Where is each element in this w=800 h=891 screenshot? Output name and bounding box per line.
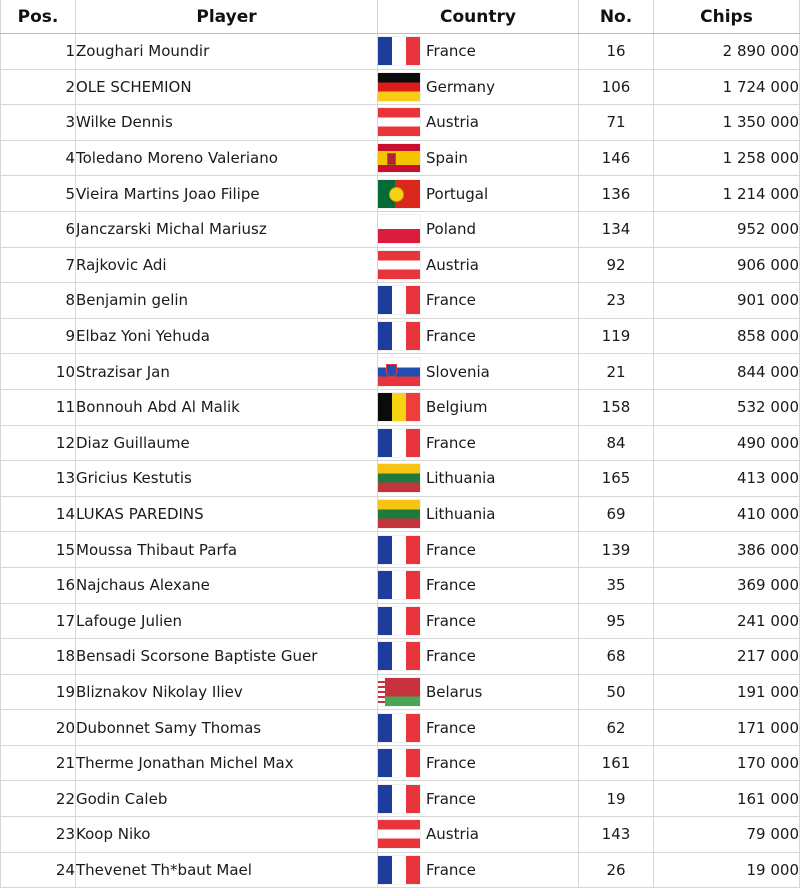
lithuania-flag-icon (378, 500, 420, 528)
chip-count-cell: 952 000 (654, 211, 800, 247)
player-name-cell: Zoughari Moundir (76, 34, 378, 70)
country-wrap (378, 749, 578, 777)
chip-count-cell: 844 000 (654, 354, 800, 390)
country-name: Germany (426, 77, 495, 96)
country-cell (378, 211, 579, 247)
table-row (1, 318, 800, 354)
seat-number-cell: 26 (579, 852, 654, 888)
country-wrap (378, 215, 578, 243)
table-row (1, 425, 800, 461)
country-wrap (378, 678, 578, 706)
player-name-cell: Moussa Thibaut Parfa (76, 532, 378, 568)
seat-number-cell: 71 (579, 105, 654, 141)
table-row (1, 639, 800, 675)
austria-flag-icon (378, 251, 420, 279)
table-row (1, 389, 800, 425)
country-cell (378, 817, 579, 853)
country-name: France (426, 718, 476, 737)
table-row (1, 745, 800, 781)
country-cell (378, 140, 579, 176)
seat-number-cell: 158 (579, 389, 654, 425)
position-cell: 19 (1, 674, 76, 710)
france-flag-icon (378, 714, 420, 742)
player-name-cell: Bensadi Scorsone Baptiste Guer (76, 639, 378, 675)
table-row (1, 140, 800, 176)
player-name-cell: Elbaz Yoni Yehuda (76, 318, 378, 354)
seat-number-cell: 161 (579, 745, 654, 781)
seat-number-cell: 84 (579, 425, 654, 461)
player-name-cell: OLE SCHEMION (76, 69, 378, 105)
france-flag-icon (378, 429, 420, 457)
position-cell: 24 (1, 852, 76, 888)
player-name-cell: Bonnouh Abd Al Malik (76, 389, 378, 425)
country-wrap (378, 642, 578, 670)
seat-number-cell: 23 (579, 283, 654, 319)
position-cell: 4 (1, 140, 76, 176)
table-row (1, 34, 800, 70)
chip-count-cell: 901 000 (654, 283, 800, 319)
country-wrap (378, 73, 578, 101)
chip-count-cell: 171 000 (654, 710, 800, 746)
chip-count-cell: 386 000 (654, 532, 800, 568)
country-name: France (426, 42, 476, 61)
country-cell (378, 461, 579, 497)
country-cell (378, 425, 579, 461)
lithuania-flag-icon (378, 464, 420, 492)
seat-number-cell: 50 (579, 674, 654, 710)
country-wrap (378, 607, 578, 635)
seat-number-cell: 16 (579, 34, 654, 70)
country-cell (378, 674, 579, 710)
chip-count-cell: 1 214 000 (654, 176, 800, 212)
france-flag-icon (378, 536, 420, 564)
country-name: France (426, 611, 476, 630)
table-header (1, 0, 800, 34)
country-cell (378, 852, 579, 888)
country-name: France (426, 291, 476, 310)
country-cell (378, 69, 579, 105)
player-name-cell: Godin Caleb (76, 781, 378, 817)
country-name: France (426, 327, 476, 346)
france-flag-icon (378, 286, 420, 314)
table-row (1, 817, 800, 853)
player-name-cell: Therme Jonathan Michel Max (76, 745, 378, 781)
seat-number-cell: 136 (579, 176, 654, 212)
chip-count-cell: 858 000 (654, 318, 800, 354)
table-row (1, 710, 800, 746)
country-cell (378, 710, 579, 746)
table-row (1, 852, 800, 888)
chip-count-cell: 906 000 (654, 247, 800, 283)
country-wrap (378, 571, 578, 599)
country-cell (378, 496, 579, 532)
seat-number-cell: 69 (579, 496, 654, 532)
header-no[interactable]: No. (579, 0, 654, 34)
player-name-cell: Toledano Moreno Valeriano (76, 140, 378, 176)
position-cell: 1 (1, 34, 76, 70)
header-row (1, 0, 800, 34)
chip-count-cell: 369 000 (654, 567, 800, 603)
table-row (1, 532, 800, 568)
country-wrap (378, 37, 578, 65)
country-name: Lithuania (426, 505, 496, 524)
country-wrap (378, 464, 578, 492)
table-row (1, 674, 800, 710)
country-wrap (378, 108, 578, 136)
position-cell: 14 (1, 496, 76, 532)
france-flag-icon (378, 571, 420, 599)
germany-flag-icon (378, 73, 420, 101)
seat-number-cell: 106 (579, 69, 654, 105)
chip-count-cell: 191 000 (654, 674, 800, 710)
country-cell (378, 389, 579, 425)
country-name: Poland (426, 220, 477, 239)
country-wrap (378, 286, 578, 314)
poland-flag-icon (378, 215, 420, 243)
country-cell (378, 283, 579, 319)
country-cell (378, 781, 579, 817)
country-wrap (378, 251, 578, 279)
table-row (1, 283, 800, 319)
country-name: Belarus (426, 682, 483, 701)
table-row (1, 567, 800, 603)
chip-count-cell: 161 000 (654, 781, 800, 817)
portugal-flag-icon (378, 180, 420, 208)
country-name: Lithuania (426, 469, 496, 488)
player-name-cell: Strazisar Jan (76, 354, 378, 390)
france-flag-icon (378, 642, 420, 670)
country-wrap (378, 393, 578, 421)
country-wrap (378, 429, 578, 457)
position-cell: 11 (1, 389, 76, 425)
player-name-cell: LUKAS PAREDINS (76, 496, 378, 532)
seat-number-cell: 119 (579, 318, 654, 354)
player-name-cell: Diaz Guillaume (76, 425, 378, 461)
austria-flag-icon (378, 820, 420, 848)
country-name: Belgium (426, 398, 488, 417)
header-country[interactable]: Country (378, 0, 579, 34)
country-cell (378, 354, 579, 390)
seat-number-cell: 35 (579, 567, 654, 603)
table-row (1, 211, 800, 247)
country-cell (378, 567, 579, 603)
position-cell: 9 (1, 318, 76, 354)
country-cell (378, 603, 579, 639)
country-wrap (378, 714, 578, 742)
table-row (1, 247, 800, 283)
france-flag-icon (378, 322, 420, 350)
table-row (1, 354, 800, 390)
table-row (1, 603, 800, 639)
country-name: France (426, 754, 476, 773)
country-name: Slovenia (426, 362, 490, 381)
country-cell (378, 745, 579, 781)
country-wrap (378, 785, 578, 813)
position-cell: 21 (1, 745, 76, 781)
position-cell: 23 (1, 817, 76, 853)
seat-number-cell: 92 (579, 247, 654, 283)
france-flag-icon (378, 785, 420, 813)
table-row (1, 461, 800, 497)
country-name: Austria (426, 255, 479, 274)
country-wrap (378, 536, 578, 564)
position-cell: 3 (1, 105, 76, 141)
table-row (1, 496, 800, 532)
seat-number-cell: 134 (579, 211, 654, 247)
belarus-flag-icon (378, 678, 420, 706)
country-wrap (378, 856, 578, 884)
chip-count-cell: 79 000 (654, 817, 800, 853)
chip-count-cell: 410 000 (654, 496, 800, 532)
player-name-cell: Najchaus Alexane (76, 567, 378, 603)
seat-number-cell: 68 (579, 639, 654, 675)
country-wrap (378, 322, 578, 350)
position-cell: 13 (1, 461, 76, 497)
country-cell (378, 34, 579, 70)
country-cell (378, 532, 579, 568)
country-name: Austria (426, 825, 479, 844)
position-cell: 18 (1, 639, 76, 675)
country-cell (378, 247, 579, 283)
country-name: France (426, 789, 476, 808)
header-pos[interactable]: Pos. (1, 0, 76, 34)
chip-count-cell: 1 724 000 (654, 69, 800, 105)
slovenia-flag-icon (378, 358, 420, 386)
belgium-flag-icon (378, 393, 420, 421)
chip-count-cell: 19 000 (654, 852, 800, 888)
position-cell: 12 (1, 425, 76, 461)
country-cell (378, 176, 579, 212)
position-cell: 15 (1, 532, 76, 568)
player-name-cell: Bliznakov Nikolay Iliev (76, 674, 378, 710)
austria-flag-icon (378, 108, 420, 136)
country-name: Portugal (426, 184, 489, 203)
country-cell (378, 639, 579, 675)
player-name-cell: Vieira Martins Joao Filipe (76, 176, 378, 212)
position-cell: 22 (1, 781, 76, 817)
chip-count-cell: 217 000 (654, 639, 800, 675)
chip-count-cell: 413 000 (654, 461, 800, 497)
position-cell: 2 (1, 69, 76, 105)
position-cell: 5 (1, 176, 76, 212)
france-flag-icon (378, 37, 420, 65)
chip-count-cell: 241 000 (654, 603, 800, 639)
country-name: France (426, 860, 476, 879)
position-cell: 16 (1, 567, 76, 603)
seat-number-cell: 95 (579, 603, 654, 639)
country-wrap (378, 820, 578, 848)
country-wrap (378, 358, 578, 386)
chip-count-cell: 170 000 (654, 745, 800, 781)
country-name: France (426, 433, 476, 452)
table-row (1, 781, 800, 817)
seat-number-cell: 146 (579, 140, 654, 176)
seat-number-cell: 21 (579, 354, 654, 390)
position-cell: 6 (1, 211, 76, 247)
country-name: France (426, 647, 476, 666)
player-name-cell: Gricius Kestutis (76, 461, 378, 497)
player-name-cell: Wilke Dennis (76, 105, 378, 141)
country-name: France (426, 576, 476, 595)
player-name-cell: Thevenet Th*baut Mael (76, 852, 378, 888)
chip-count-cell: 2 890 000 (654, 34, 800, 70)
country-name: Spain (426, 149, 468, 168)
position-cell: 17 (1, 603, 76, 639)
player-name-cell: Dubonnet Samy Thomas (76, 710, 378, 746)
player-name-cell: Janczarski Michal Mariusz (76, 211, 378, 247)
table-row (1, 69, 800, 105)
player-name-cell: Koop Niko (76, 817, 378, 853)
table-body (1, 34, 800, 888)
country-cell (378, 318, 579, 354)
player-name-cell: Lafouge Julien (76, 603, 378, 639)
seat-number-cell: 19 (579, 781, 654, 817)
seat-number-cell: 139 (579, 532, 654, 568)
player-name-cell: Rajkovic Adi (76, 247, 378, 283)
france-flag-icon (378, 749, 420, 777)
country-name: Austria (426, 113, 479, 132)
header-chips[interactable]: Chips (654, 0, 800, 34)
position-cell: 8 (1, 283, 76, 319)
chip-count-cell: 490 000 (654, 425, 800, 461)
seat-number-cell: 165 (579, 461, 654, 497)
chip-count-cell: 1 350 000 (654, 105, 800, 141)
spain-flag-icon (378, 144, 420, 172)
france-flag-icon (378, 856, 420, 884)
header-player[interactable]: Player (76, 0, 378, 34)
country-wrap (378, 500, 578, 528)
position-cell: 20 (1, 710, 76, 746)
seat-number-cell: 143 (579, 817, 654, 853)
france-flag-icon (378, 607, 420, 635)
table-row (1, 105, 800, 141)
seat-number-cell: 62 (579, 710, 654, 746)
position-cell: 7 (1, 247, 76, 283)
country-wrap (378, 144, 578, 172)
position-cell: 10 (1, 354, 76, 390)
country-name: France (426, 540, 476, 559)
table-row (1, 176, 800, 212)
player-name-cell: Benjamin gelin (76, 283, 378, 319)
country-wrap (378, 180, 578, 208)
chip-count-cell: 1 258 000 (654, 140, 800, 176)
chip-count-cell: 532 000 (654, 389, 800, 425)
country-cell (378, 105, 579, 141)
